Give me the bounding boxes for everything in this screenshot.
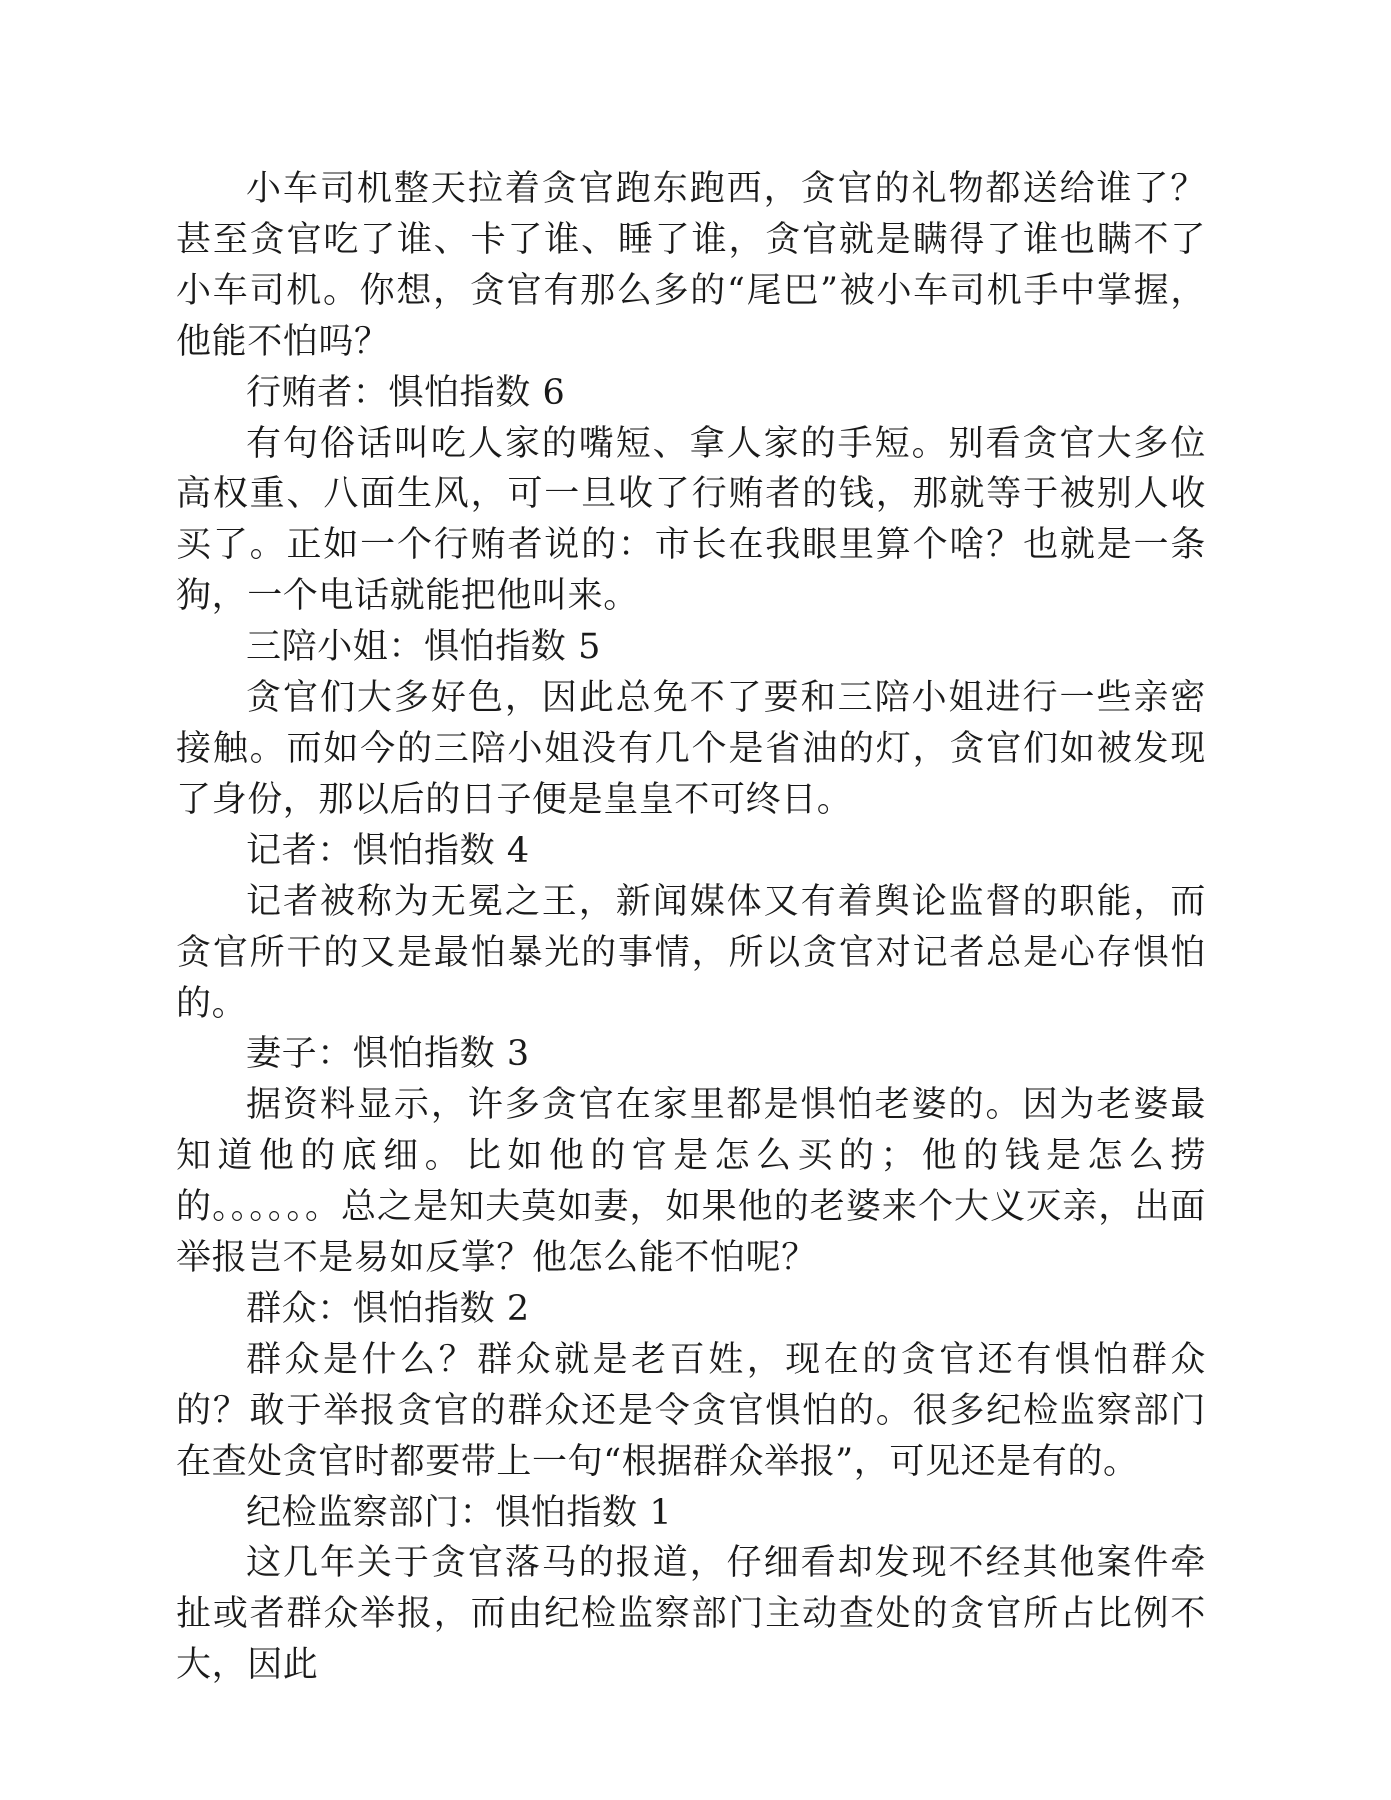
paragraph-public: 群众是什么？群众就是老百姓，现在的贪官还有惧怕群众的？敢于举报贪官的群众还是令贪官惧怕的。很多纪检监察部门在查处贪官时都要带上一句“根据群众举报”，可见还是有的。	[176, 1339, 1206, 1482]
paragraph-reporter: 记者被称为无冕之王，新闻媒体又有着舆论监督的职能，而贪官所干的又是最怕暴光的事情，所以贪官对记者总是心存惧怕的。	[176, 881, 1206, 1024]
heading-public: 群众：惧怕指数 2	[246, 1288, 530, 1329]
paragraph-wife: 据资料显示，许多贪官在家里都是惧怕老婆的。因为老婆最知道他的底细。比如他的官是怎么买的；他的钱是怎么捞的。。。。。。总之是知夫莫如妻，如果他的老婆来个大义灭亲，出面举报岂不是易如反掌？他怎么能不怕呢？	[176, 1085, 1206, 1279]
heading-wife: 妻子：惧怕指数 3	[246, 1034, 530, 1075]
document-body	[176, 164, 1206, 1691]
heading-reporter: 记者：惧怕指数 4	[246, 830, 530, 871]
heading-discipline-inspection: 纪检监察部门：惧怕指数 1	[246, 1492, 673, 1533]
paragraph-driver: 小车司机整天拉着贪官跑东跑西，贪官的礼物都送给谁了？甚至贪官吃了谁、卡了谁、睡了谁，贪官就是瞒得了谁也瞒不了小车司机。你想，贪官有那么多的“尾巴”被小车司机手中掌握，他能不怕吗？	[176, 169, 1206, 362]
heading-escort: 三陪小姐：惧怕指数 5	[246, 627, 601, 668]
paragraph-escort: 贪官们大多好色，因此总免不了要和三陪小姐进行一些亲密接触。而如今的三陪小姐没有几个是省油的灯，贪官们如被发现了身份，那以后的日子便是皇皇不可终日。	[176, 678, 1206, 820]
heading-briber: 行贿者：惧怕指数 6	[246, 372, 566, 413]
paragraph-briber: 有句俗话叫吃人家的嘴短、拿人家的手短。别看贪官大多位高权重、八面生风，可一旦收了行贿者的钱，那就等于被别人收买了。正如一个行贿者说的：市长在我眼里算个啥？也就是一条狗，一个电话就能把他叫来。	[176, 423, 1206, 617]
paragraph-discipline-inspection: 这几年关于贪官落马的报道，仔细看却发现不经其他案件牵扯或者群众举报，而由纪检监察部门主动查处的贪官所占比例不大，因此	[176, 1543, 1206, 1686]
